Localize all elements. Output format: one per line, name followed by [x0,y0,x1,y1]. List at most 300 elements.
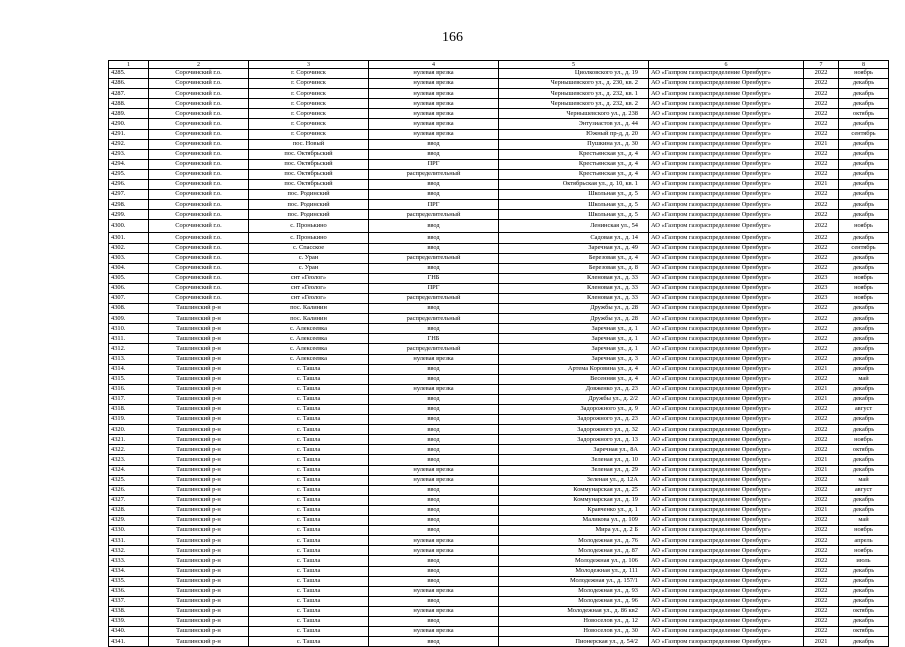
organization-cell: АО «Газпром газораспределение Оренбург» [649,283,804,293]
row-number-cell: 4304. [109,263,149,273]
table-row [109,616,889,626]
work-type-cell: ввод [369,576,499,586]
row-number-cell: 4297. [109,190,149,200]
month-cell: декабрь [839,384,889,394]
row-number-cell: 4286. [109,79,149,89]
table-row [109,344,889,354]
row-number-cell: 4322. [109,445,149,455]
month-cell: декабрь [839,566,889,576]
year-cell: 2022 [804,109,839,119]
settlement-cell: г. Сорочинск [249,119,369,129]
month-cell: ноябрь [839,546,889,556]
district-cell: Ташлинский р-н [149,455,249,465]
row-number-cell: 4328. [109,505,149,515]
month-cell: сентябрь [839,129,889,139]
year-cell: 2021 [804,637,839,647]
district-cell: Сорочинский г.о. [149,169,249,179]
month-cell: ноябрь [839,220,889,233]
organization-cell: АО «Газпром газораспределение Оренбург» [649,465,804,475]
month-cell: декабрь [839,169,889,179]
month-cell: май [839,516,889,526]
table-row [109,637,889,647]
address-cell: Крестьянская ул., д. 4 [499,169,649,179]
address-cell: Довженко ул., д. 23 [499,384,649,394]
work-type-cell: ввод [369,495,499,505]
row-number-cell: 4331. [109,536,149,546]
address-cell: Молодежная ул., д. 157/1 [499,576,649,586]
row-number-cell: 4310. [109,324,149,334]
year-cell: 2022 [804,536,839,546]
month-cell: декабрь [839,455,889,465]
address-cell: Молодежная ул., д. 76 [499,536,649,546]
month-cell: декабрь [839,314,889,324]
row-number-cell: 4289. [109,109,149,119]
year-cell: 2021 [804,364,839,374]
month-cell: декабрь [839,200,889,210]
district-cell: Ташлинский р-н [149,505,249,515]
district-cell: Ташлинский р-н [149,415,249,425]
table-row [109,99,889,109]
address-cell: Березовая ул., д. 8 [499,263,649,273]
month-cell: декабрь [839,99,889,109]
organization-cell: АО «Газпром газораспределение Оренбург» [649,334,804,344]
table-row [109,283,889,293]
address-cell: Крестьянская ул., д. 4 [499,149,649,159]
district-cell: Сорочинский г.о. [149,243,249,253]
address-cell: Дружбы ул., д. 28 [499,314,649,324]
row-number-cell: 4285. [109,69,149,79]
address-cell: Кленовая ул., д. 33 [499,293,649,303]
district-cell: Ташлинский р-н [149,364,249,374]
table-row [109,324,889,334]
row-number-cell: 4336. [109,586,149,596]
district-cell: Сорочинский г.о. [149,210,249,220]
district-cell: Сорочинский г.о. [149,69,249,79]
settlement-cell: с. Ташла [249,637,369,647]
address-cell: Молодежная ул., д. 106 [499,556,649,566]
organization-cell: АО «Газпром газораспределение Оренбург» [649,627,804,637]
settlement-cell: с. Ташла [249,576,369,586]
table-row [109,89,889,99]
district-cell: Ташлинский р-н [149,637,249,647]
row-number-cell: 4337. [109,596,149,606]
row-number-cell: 4325. [109,475,149,485]
district-cell: Сорочинский г.о. [149,99,249,109]
table-row [109,394,889,404]
address-cell: Ленинская ул., 54 [499,220,649,233]
district-cell: Сорочинский г.о. [149,139,249,149]
row-number-cell: 4313. [109,354,149,364]
year-cell: 2022 [804,169,839,179]
table-row [109,405,889,415]
year-cell: 2022 [804,405,839,415]
row-number-cell: 4308. [109,304,149,314]
address-cell: Задорожного ул., д. 32 [499,425,649,435]
work-type-cell: ввод [369,139,499,149]
table-body [109,69,889,647]
settlement-cell: с. Ташла [249,516,369,526]
settlement-cell: с. Пронькино [249,233,369,243]
work-type-cell: ввод [369,233,499,243]
settlement-cell: с. Ташла [249,465,369,475]
address-cell: Маликова ул., д. 109 [499,516,649,526]
settlement-cell: с. Ташла [249,596,369,606]
organization-cell: АО «Газпром газораспределение Оренбург» [649,505,804,515]
year-cell: 2021 [804,180,839,190]
work-type-cell: ГНБ [369,273,499,283]
settlement-cell: с. Ташла [249,627,369,637]
year-cell: 2022 [804,89,839,99]
settlement-cell: с. Алексеевка [249,324,369,334]
row-number-cell: 4318. [109,405,149,415]
settlement-cell: с. Алексеевка [249,354,369,364]
year-cell: 2022 [804,210,839,220]
organization-cell: АО «Газпром газораспределение Оренбург» [649,304,804,314]
table-row [109,566,889,576]
row-number-cell: 4321. [109,435,149,445]
district-cell: Сорочинский г.о. [149,180,249,190]
month-cell: декабрь [839,89,889,99]
year-cell: 2022 [804,556,839,566]
district-cell: Ташлинский р-н [149,384,249,394]
table-row [109,586,889,596]
address-cell: Кленовая ул., д. 33 [499,283,649,293]
district-cell: Сорочинский г.о. [149,79,249,89]
district-cell: Ташлинский р-н [149,495,249,505]
month-cell: декабрь [839,253,889,263]
organization-cell: АО «Газпром газораспределение Оренбург» [649,190,804,200]
district-cell: Ташлинский р-н [149,374,249,384]
month-cell: декабрь [839,465,889,475]
work-type-cell: ввод [369,616,499,626]
organization-cell: АО «Газпром газораспределение Оренбург» [649,445,804,455]
organization-cell: АО «Газпром газораспределение Оренбург» [649,273,804,283]
table-row [109,384,889,394]
district-cell: Сорочинский г.о. [149,293,249,303]
settlement-cell: пос. Калинин [249,314,369,324]
address-cell: Коммунарская ул., д. 25 [499,485,649,495]
organization-cell: АО «Газпром газораспределение Оренбург» [649,314,804,324]
month-cell: декабрь [839,159,889,169]
table-row [109,210,889,220]
settlement-cell: пос. Калинин [249,304,369,314]
organization-cell: АО «Газпром газораспределение Оренбург» [649,109,804,119]
row-number-cell: 4299. [109,210,149,220]
month-cell: октябрь [839,627,889,637]
settlement-cell: с. Ташла [249,435,369,445]
row-number-cell: 4298. [109,200,149,210]
row-number-cell: 4300. [109,220,149,233]
table-row [109,526,889,536]
table-row [109,435,889,445]
table-row [109,576,889,586]
organization-cell: АО «Газпром газораспределение Оренбург» [649,364,804,374]
work-type-cell: нулевая врезка [369,536,499,546]
year-cell: 2022 [804,485,839,495]
row-number-cell: 4294. [109,159,149,169]
work-type-cell: нулевая врезка [369,129,499,139]
organization-cell: АО «Газпром газораспределение Оренбург» [649,606,804,616]
page-number: 166 [442,30,463,45]
district-cell: Ташлинский р-н [149,606,249,616]
work-type-cell: распределительный [369,314,499,324]
district-cell: Сорочинский г.о. [149,149,249,159]
year-cell: 2022 [804,314,839,324]
year-cell: 2023 [804,273,839,283]
settlement-cell: с. Ташла [249,455,369,465]
settlement-cell: с. Ташла [249,425,369,435]
row-number-cell: 4311. [109,334,149,344]
year-cell: 2022 [804,344,839,354]
district-cell: Ташлинский р-н [149,334,249,344]
organization-cell: АО «Газпром газораспределение Оренбург» [649,425,804,435]
work-type-cell: нулевая врезка [369,99,499,109]
address-cell: Новоселов ул., д. 30 [499,627,649,637]
address-cell: Пионерская ул., д. 54/2 [499,637,649,647]
organization-cell: АО «Газпром газораспределение Оренбург» [649,69,804,79]
row-number-cell: 4290. [109,119,149,129]
table-row [109,445,889,455]
organization-cell: АО «Газпром газораспределение Оренбург» [649,576,804,586]
district-cell: Ташлинский р-н [149,425,249,435]
work-type-cell: ввод [369,556,499,566]
work-type-cell: ввод [369,324,499,334]
district-cell: Ташлинский р-н [149,475,249,485]
district-cell: Ташлинский р-н [149,536,249,546]
month-cell: ноябрь [839,293,889,303]
year-cell: 2021 [804,465,839,475]
year-cell: 2022 [804,616,839,626]
settlement-cell: с. Ташла [249,405,369,415]
address-cell: Школьная ул., д. 5 [499,190,649,200]
table-row [109,149,889,159]
work-type-cell: распределительный [369,169,499,179]
organization-cell: АО «Газпром газораспределение Оренбург» [649,485,804,495]
settlement-cell: с. Ташла [249,394,369,404]
row-number-cell: 4332. [109,546,149,556]
address-cell: Заречная ул., д. 1 [499,334,649,344]
year-cell: 2022 [804,354,839,364]
organization-cell: АО «Газпром газораспределение Оренбург» [649,526,804,536]
address-cell: Октябрьская ул., д. 10, кв. 1 [499,180,649,190]
year-cell: 2022 [804,425,839,435]
organization-cell: АО «Газпром газораспределение Оренбург» [649,233,804,243]
settlement-cell: с. Ташла [249,475,369,485]
row-number-cell: 4293. [109,149,149,159]
year-cell: 2022 [804,253,839,263]
work-type-cell: ПРГ [369,283,499,293]
organization-cell: АО «Газпром газораспределение Оренбург» [649,556,804,566]
month-cell: ноябрь [839,273,889,283]
year-cell: 2022 [804,546,839,556]
organization-cell: АО «Газпром газораспределение Оренбург» [649,516,804,526]
row-number-cell: 4334. [109,566,149,576]
month-cell: декабрь [839,354,889,364]
address-cell: Чернышевского ул., д. 238 [499,109,649,119]
row-number-cell: 4307. [109,293,149,303]
address-cell: Березовая ул., д. 4 [499,253,649,263]
month-cell: декабрь [839,233,889,243]
row-number-cell: 4309. [109,314,149,324]
address-cell: Энтузиастов ул., д. 44 [499,119,649,129]
year-cell: 2023 [804,283,839,293]
table-row [109,69,889,79]
row-number-cell: 4340. [109,627,149,637]
year-cell: 2021 [804,505,839,515]
table-row [109,109,889,119]
year-cell: 2022 [804,435,839,445]
year-cell: 2021 [804,384,839,394]
work-type-cell: ввод [369,445,499,455]
organization-cell: АО «Газпром газораспределение Оренбург» [649,253,804,263]
settlement-cell: с. Ташла [249,546,369,556]
address-cell: Задорожного ул., д. 13 [499,435,649,445]
settlement-cell: с. Алексеевка [249,344,369,354]
year-cell: 2021 [804,394,839,404]
month-cell: декабрь [839,304,889,314]
address-cell: Коммунарская ул., д. 19 [499,495,649,505]
address-cell: Школьная ул., д. 5 [499,210,649,220]
district-cell: Ташлинский р-н [149,485,249,495]
address-cell: Дружбы ул., д. 28 [499,304,649,314]
row-number-cell: 4288. [109,99,149,109]
settlement-cell: с. Ташла [249,374,369,384]
address-cell: Весенняя ул., д. 4 [499,374,649,384]
district-cell: Ташлинский р-н [149,516,249,526]
work-type-cell: ввод [369,180,499,190]
row-number-cell: 4330. [109,526,149,536]
month-cell: май [839,475,889,485]
row-number-cell: 4314. [109,364,149,374]
month-cell: декабрь [839,505,889,515]
address-cell: Заречная ул., д. 49 [499,243,649,253]
year-cell: 2022 [804,475,839,485]
year-cell: 2022 [804,304,839,314]
work-type-cell: распределительный [369,293,499,303]
row-number-cell: 4327. [109,495,149,505]
work-type-cell: распределительный [369,253,499,263]
district-cell: Сорочинский г.о. [149,159,249,169]
district-cell: Сорочинский г.о. [149,119,249,129]
settlement-cell: с. Ташла [249,384,369,394]
work-type-cell: нулевая врезка [369,89,499,99]
district-cell: Сорочинский г.о. [149,233,249,243]
address-cell: Мира ул., д. 2 Б [499,526,649,536]
table-row [109,606,889,616]
organization-cell: АО «Газпром газораспределение Оренбург» [649,149,804,159]
organization-cell: АО «Газпром газораспределение Оренбург» [649,435,804,445]
year-cell: 2022 [804,526,839,536]
column-header: 5 [499,61,649,69]
district-cell: Ташлинский р-н [149,354,249,364]
table-row [109,364,889,374]
work-type-cell: ввод [369,405,499,415]
settlement-cell: пос. Родинский [249,210,369,220]
organization-cell: АО «Газпром газораспределение Оренбург» [649,566,804,576]
row-number-cell: 4319. [109,415,149,425]
year-cell: 2022 [804,586,839,596]
month-cell: декабрь [839,425,889,435]
row-number-cell: 4324. [109,465,149,475]
month-cell: декабрь [839,394,889,404]
row-number-cell: 4329. [109,516,149,526]
month-cell: декабрь [839,637,889,647]
column-header: 8 [839,61,889,69]
row-number-cell: 4306. [109,283,149,293]
column-header: 2 [149,61,249,69]
row-number-cell: 4287. [109,89,149,99]
column-header: 7 [804,61,839,69]
address-cell: Кравченко ул., д. 1 [499,505,649,515]
row-number-cell: 4302. [109,243,149,253]
year-cell: 2022 [804,129,839,139]
district-cell: Ташлинский р-н [149,556,249,566]
work-type-cell: нулевая врезка [369,475,499,485]
table-row [109,314,889,324]
district-cell: Сорочинский г.о. [149,190,249,200]
settlement-cell: с. Спасское [249,243,369,253]
year-cell: 2022 [804,149,839,159]
year-cell: 2022 [804,596,839,606]
organization-cell: АО «Газпром газораспределение Оренбург» [649,263,804,273]
address-cell: Заречная ул., д. 1 [499,324,649,334]
row-number-cell: 4316. [109,384,149,394]
work-type-cell: распределительный [369,210,499,220]
district-cell: Ташлинский р-н [149,304,249,314]
organization-cell: АО «Газпром газораспределение Оренбург» [649,200,804,210]
address-cell: Молодежная ул., д. 86 кв2 [499,606,649,616]
address-cell: Заречная ул., д. 3 [499,354,649,364]
table-row [109,465,889,475]
address-cell: Молодежная ул., д. 111 [499,566,649,576]
month-cell: октябрь [839,606,889,616]
month-cell: декабрь [839,324,889,334]
row-number-cell: 4341. [109,637,149,647]
district-cell: Сорочинский г.о. [149,109,249,119]
organization-cell: АО «Газпром газораспределение Оренбург» [649,293,804,303]
organization-cell: АО «Газпром газораспределение Оренбург» [649,119,804,129]
table-row [109,200,889,210]
table-row [109,546,889,556]
work-type-cell: нулевая врезка [369,627,499,637]
settlement-cell: г. Сорочинск [249,69,369,79]
month-cell: декабрь [839,495,889,505]
district-cell: Ташлинский р-н [149,586,249,596]
district-cell: Ташлинский р-н [149,576,249,586]
organization-cell: АО «Газпром газораспределение Оренбург» [649,586,804,596]
settlement-cell: с. Ташла [249,536,369,546]
table-row [109,180,889,190]
month-cell: декабрь [839,334,889,344]
month-cell: ноябрь [839,69,889,79]
month-cell: декабрь [839,415,889,425]
year-cell: 2022 [804,159,839,169]
settlement-cell: с. Уран [249,263,369,273]
district-cell: Ташлинский р-н [149,596,249,606]
work-type-cell: ГНБ [369,334,499,344]
settlement-cell: с. Ташла [249,556,369,566]
work-type-cell: ввод [369,637,499,647]
work-type-cell: ПРГ [369,200,499,210]
district-cell: Ташлинский р-н [149,405,249,415]
year-cell: 2022 [804,119,839,129]
month-cell: июль [839,556,889,566]
row-number-cell: 4292. [109,139,149,149]
settlement-cell: с. Пронькино [249,220,369,233]
address-cell: Пушкина ул., д. 30 [499,139,649,149]
row-number-cell: 4320. [109,425,149,435]
district-cell: Ташлинский р-н [149,616,249,626]
